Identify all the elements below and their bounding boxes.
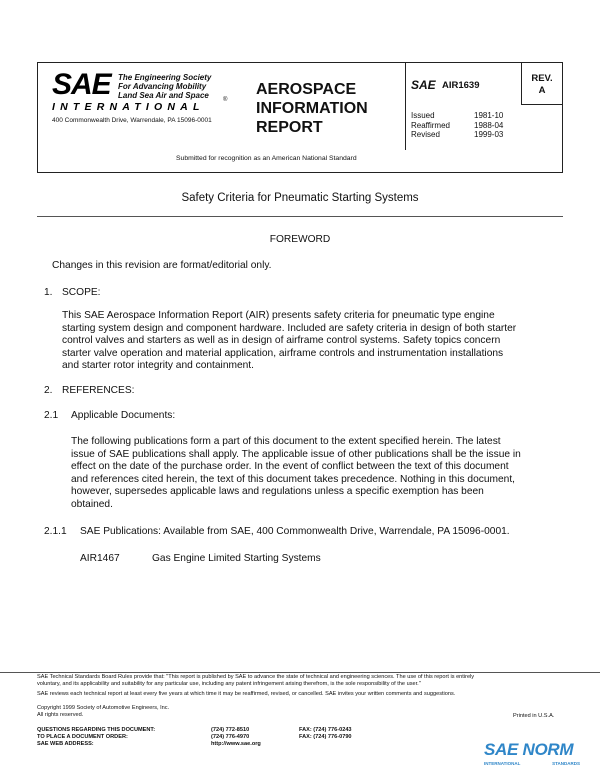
contact-phone: (724) 776-4970 <box>211 734 250 740</box>
rights-line: All rights reserved. <box>37 712 84 718</box>
norm-logo-text: SAE NORM <box>484 740 574 759</box>
foreword-text: Changes in this revision are format/editorial only. <box>52 260 272 271</box>
board-rules <box>37 674 567 698</box>
contact-row <box>37 727 377 734</box>
section-number: 1. <box>44 287 53 298</box>
printed-in: Printed in U.S.A. <box>513 713 555 719</box>
tagline-line: For Advancing Mobility <box>118 82 207 91</box>
paragraph-line: control valves and starters as well as in design of airframe control systems. Safety topics concern <box>62 335 501 346</box>
tagline-line: Land Sea Air and Space <box>118 91 209 100</box>
paragraph-line: starting system design and component hardware. Included are safety criteria in design of both starter <box>62 322 517 334</box>
date-row <box>411 111 503 121</box>
header-left-border <box>37 62 38 173</box>
contact-label: TO PLACE A DOCUMENT ORDER: <box>37 734 128 740</box>
report-type-line: AEROSPACE <box>256 81 357 98</box>
date-value: 1981-10 <box>474 111 504 120</box>
paragraph-line: however, supersedes applicable laws and regulations unless a specific exemption has been <box>71 486 484 497</box>
report-type-line: INFORMATION <box>256 100 368 117</box>
sae-logo: SAE <box>52 68 111 101</box>
sae-international: INTERNATIONAL <box>52 101 205 113</box>
paragraph-line: starter valve operation and material application, airframe controls and instrumentation installations <box>62 347 504 359</box>
doc-number: AIR1639 <box>442 80 480 91</box>
rules-line: SAE reviews each technical report at least every five years at which time it may be reaffirmed, revised, or cancelled. SAE invites your written comments and suggestions. <box>37 691 456 697</box>
contact-fax: FAX: (724) 776-0243 <box>299 727 352 733</box>
rev-label: REV. <box>531 73 553 84</box>
paragraph-line: and starter rotor integrity and containment. <box>62 360 254 371</box>
scope-paragraph <box>62 310 562 373</box>
header-top-border <box>37 62 563 63</box>
sae-norm-logo <box>484 740 573 760</box>
date-table <box>411 111 503 140</box>
contact-block <box>37 727 377 748</box>
sae-publications-text: SAE Publications: Available from SAE, 400 Commonwealth Drive, Warrendale, PA 15096-0001. <box>80 526 510 537</box>
section-number: 2.1.1 <box>44 526 67 537</box>
date-value: 1999-03 <box>474 130 504 139</box>
date-label: Reaffirmed <box>411 120 450 130</box>
rules-line: SAE Technical Standards Board Rules provide that: "This report is published by SAE to advance the state of technical and engineering sciences. The use of this report is entirely <box>37 674 475 680</box>
section-heading: REFERENCES: <box>62 385 135 396</box>
paragraph-line: effect on the date of the purchase order. In the event of conflict between the text of this document <box>71 461 509 472</box>
paragraph-line: issue of SAE publications shall apply. The applicable issue of other publications shall be the issue in <box>71 448 521 460</box>
revision-box <box>522 73 562 97</box>
rev-value: A <box>538 85 546 96</box>
doc-sae-logo: SAE <box>411 78 436 92</box>
contact-web: http://www.sae.org <box>211 741 261 747</box>
contact-row <box>37 741 377 748</box>
date-value: 1988-04 <box>474 120 504 130</box>
rev-box-bottom <box>521 104 563 105</box>
date-label: Issued <box>411 111 435 120</box>
rules-line: voluntary, and its applicability and suitability for any particular use, including any patent infringement arising therefrom, is the sole responsibility of the user." <box>37 681 421 687</box>
section-heading: Applicable Documents: <box>71 410 176 421</box>
paragraph-line: The following publications form a part of this document to the extent specified herein. The latest <box>71 436 501 447</box>
registered-mark: ® <box>223 97 228 103</box>
contact-label: QUESTIONS REGARDING THIS DOCUMENT: <box>37 727 156 733</box>
report-type <box>256 80 368 137</box>
reference-doc-id: AIR1467 <box>80 553 120 564</box>
norm-sub-right: STANDARDS <box>552 761 580 766</box>
tagline-line: The Engineering Society <box>118 73 212 82</box>
date-row <box>411 121 503 131</box>
paragraph-line: and references cited herein, the text of this document takes precedence. Nothing in this document, <box>71 473 515 485</box>
document-title: Safety Criteria for Pneumatic Starting Systems <box>181 192 419 204</box>
date-label: Revised <box>411 130 440 139</box>
contact-phone: (724) 772-8510 <box>211 727 250 733</box>
copyright <box>37 705 169 719</box>
header-divider <box>405 62 406 150</box>
contact-fax: FAX: (724) 776-0790 <box>299 734 352 740</box>
paragraph-line: obtained. <box>71 498 113 510</box>
sae-tagline <box>118 73 211 100</box>
applicable-paragraph <box>71 436 561 511</box>
sae-address: 400 Commonwealth Drive, Warrendale, PA 15096-0001 <box>52 117 212 124</box>
copyright-line: Copyright 1999 Society of Automotive Engineers, Inc. <box>37 705 170 711</box>
section-number: 2.1 <box>44 410 59 421</box>
foreword-heading: FOREWORD <box>269 234 331 245</box>
norm-sub-left: INTERNATIONAL <box>484 761 521 766</box>
paragraph-line: This SAE Aerospace Information Report (AIR) presents safety criteria for pneumatic type engine <box>62 310 495 321</box>
contact-row <box>37 734 377 741</box>
submitted-note: Submitted for recognition as an American National Standard <box>176 155 357 162</box>
report-type-line: REPORT <box>256 119 323 136</box>
title-rule <box>37 216 563 217</box>
header-right-border <box>562 62 563 173</box>
norm-logo-sub <box>484 761 594 766</box>
header-bottom-border <box>37 172 563 173</box>
footer-rule <box>0 672 600 673</box>
contact-label: SAE WEB ADDRESS: <box>37 741 94 747</box>
reference-doc-title: Gas Engine Limited Starting Systems <box>152 553 321 564</box>
section-heading: SCOPE: <box>62 287 101 298</box>
date-row <box>411 130 503 140</box>
section-number: 2. <box>44 385 53 396</box>
